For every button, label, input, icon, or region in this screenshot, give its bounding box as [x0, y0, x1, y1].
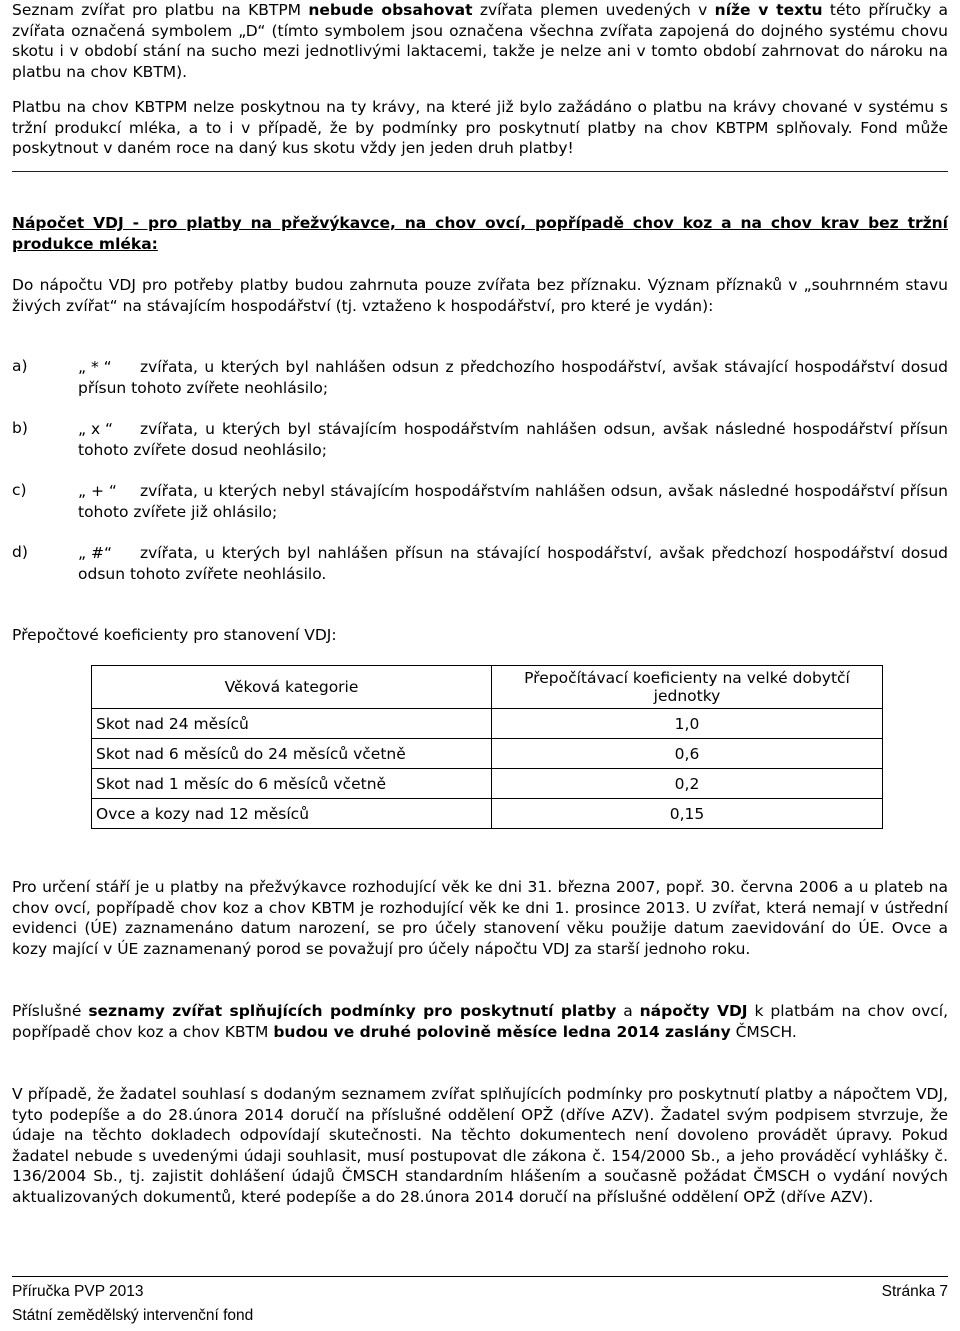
intro-text-2: zvířata plemen uvedených v: [472, 1, 715, 19]
lists-text-1: Příslušné: [12, 1002, 89, 1020]
table-header-cell: Přepočítávací koeficienty na velké dobytčí jednotky: [492, 666, 883, 709]
table-row: [92, 769, 883, 799]
list-text: zvířata, u kterých nebyl stávajícím hospodářstvím nahlášen odsun, avšak následné hospodářství přísun tohoto zvířete již ohlásilo;: [78, 482, 948, 521]
table-cell: Skot nad 1 měsíc do 6 měsíců včetně: [92, 769, 492, 799]
table-row: [92, 799, 883, 829]
lists-bold-1: seznamy zvířat splňujících podmínky pro poskytnutí platby: [88, 1002, 617, 1020]
footer-organization: Státní zemědělský intervenční fond: [12, 1307, 254, 1324]
lists-text-2: a: [616, 1002, 640, 1020]
list-symbol: „ x “: [78, 420, 114, 438]
list-text: zvířata, u kterých byl stávajícím hospodářstvím nahlášen odsun, avšak následné hospodářství přísun tohoto zvířete dosud neohlásilo;: [78, 420, 948, 459]
notice-text: Platbu na chov KBTPM nelze poskytnou na ty krávy, na které již bylo zažádáno o platbu na krávy chované v systému s tržní produkcí mléka, a to i v případě, že by podmínky pro poskytnutí platby na chov KBTPM splňovaly. Fond může poskytnout v daném roce na daný kus skotu vždy jen jeden druh platby!: [12, 98, 948, 158]
list-letter: a): [12, 357, 28, 375]
list-symbol: „ + “: [78, 482, 117, 500]
table-row: [92, 739, 883, 769]
list-item: [12, 419, 948, 460]
lists-bold-2: nápočty VDJ: [639, 1002, 748, 1020]
intro-bold-2: níže v textu: [714, 1, 823, 19]
section-heading: Nápočet VDJ - pro platby na přežvýkavce, na chov ovcí, popřípadě chov koz a na chov krav bez tržní produkce mléka:: [12, 214, 948, 253]
table-header-cell: Věková kategorie: [92, 666, 492, 709]
footer-page-number: Stránka 7: [881, 1283, 948, 1300]
list-symbol: „ #“: [78, 544, 112, 562]
list-text: zvířata, u kterých byl nahlášen odsun z předchozího hospodářství, avšak stávající hospodářství dosud přísun tohoto zvířete neohlásilo;: [78, 358, 948, 397]
table-cell: 1,0: [492, 709, 883, 739]
table-cell: Skot nad 24 měsíců: [92, 709, 492, 739]
intro-text-3: této příručky a zvířata označená symbolem „D“ (tímto symbolem jsou označena všechna zvířata zapojená do dojného systému chovu skotu i v období stání na sucho mezi jednotlivými laktacemi, takže je nelze ani v tomto období zahrnovat do nároku na platbu na chov KBTM).: [12, 1, 948, 81]
footer-title: Příručka PVP 2013: [12, 1283, 144, 1300]
list-letter: b): [12, 419, 28, 437]
table-header-row: [92, 666, 883, 709]
intro-bold-1: nebude obsahovat: [308, 1, 473, 19]
list-letter: c): [12, 481, 27, 499]
table-row: [92, 709, 883, 739]
intro-text-1: Seznam zvířat pro platbu na KBTPM: [12, 1, 309, 19]
coefficients-caption: Přepočtové koeficienty pro stanovení VDJ:: [12, 626, 337, 644]
page-footer: [12, 1276, 948, 1331]
list-text: zvířata, u kterých byl nahlášen přísun na stávající hospodářství, avšak předchozí hospodářství dosud odsun tohoto zvířete neohlásilo.: [78, 544, 948, 583]
coefficients-table: [91, 665, 883, 829]
list-item: [12, 357, 948, 398]
table-cell: 0,6: [492, 739, 883, 769]
agreement-paragraph: V případě, že žadatel souhlasí s dodaným seznamem zvířat splňujících podmínky pro poskytnutí platby a nápočtem VDJ, tyto podepíše a do 28.února 2014 doručí na příslušné oddělení OPŽ (dříve AZV). Žadatel svým podpisem stvrzuje, že údaje na těchto dokladech odpovídají skutečnosti. Na těchto dokumentech není dovoleno provádět úpravy. Pokud žadatel nebude s uvedenými údaji souhlasit, musí postupovat dle zákona č. 154/2000 Sb., a jeho prováděcí vyhlášky č. 136/2004 Sb., tj. zajistit dohlášení údajů ČMSCH standardním hlášením a současně požádat ČMSCH o vydání nových aktualizovaných dokumentů, které podepíše a do 28.února 2014 doručí na příslušné oddělení OPŽ (dříve AZV).: [12, 1085, 948, 1206]
notice-box: [12, 97, 948, 172]
table-cell: Ovce a kozy nad 12 měsíců: [92, 799, 492, 829]
intro-paragraph: [12, 0, 948, 82]
list-letter: d): [12, 543, 28, 561]
table-cell: 0,2: [492, 769, 883, 799]
age-paragraph: Pro určení stáří je u platby na přežvýkavce rozhodující věk ke dni 31. března 2007, popř. 30. června 2006 a u plateb na chov ovcí, popřípadě chov koz a chov KBTM je rozhodující věk ke dni 1. prosince 2013. U zvířat, která nemají v ústřední evidenci (ÚE) zaznamenáno datum narození, se pro účely stanovení věku použije datum zaevidování do ÚE. Ovce a kozy mající v ÚE zaznamenaný porod se považují pro účely nápočtu VDJ za starší jednoho roku.: [12, 878, 948, 958]
lists-paragraph: [12, 1001, 948, 1042]
list-symbol: „ * “: [78, 358, 112, 376]
lists-bold-3: budou ve druhé polovině měsíce ledna 2014 zaslány: [273, 1022, 731, 1041]
lists-text-4: ČMSCH.: [730, 1022, 797, 1041]
table-cell: 0,15: [492, 799, 883, 829]
table-cell: Skot nad 6 měsíců do 24 měsíců včetně: [92, 739, 492, 769]
list-item: [12, 481, 948, 522]
flags-intro-paragraph: Do nápočtu VDJ pro potřeby platby budou zahrnuta pouze zvířata bez příznaku. Význam příznaků v „souhrnném stavu živých zvířat“ na stávajícím hospodářství (tj. vztaženo k hospodářství, pro které je vydán):: [12, 276, 948, 315]
lists-text-3: k platbám na chov ovcí, popřípadě chov koz a chov KBTM: [12, 1002, 948, 1041]
list-item: [12, 543, 948, 584]
